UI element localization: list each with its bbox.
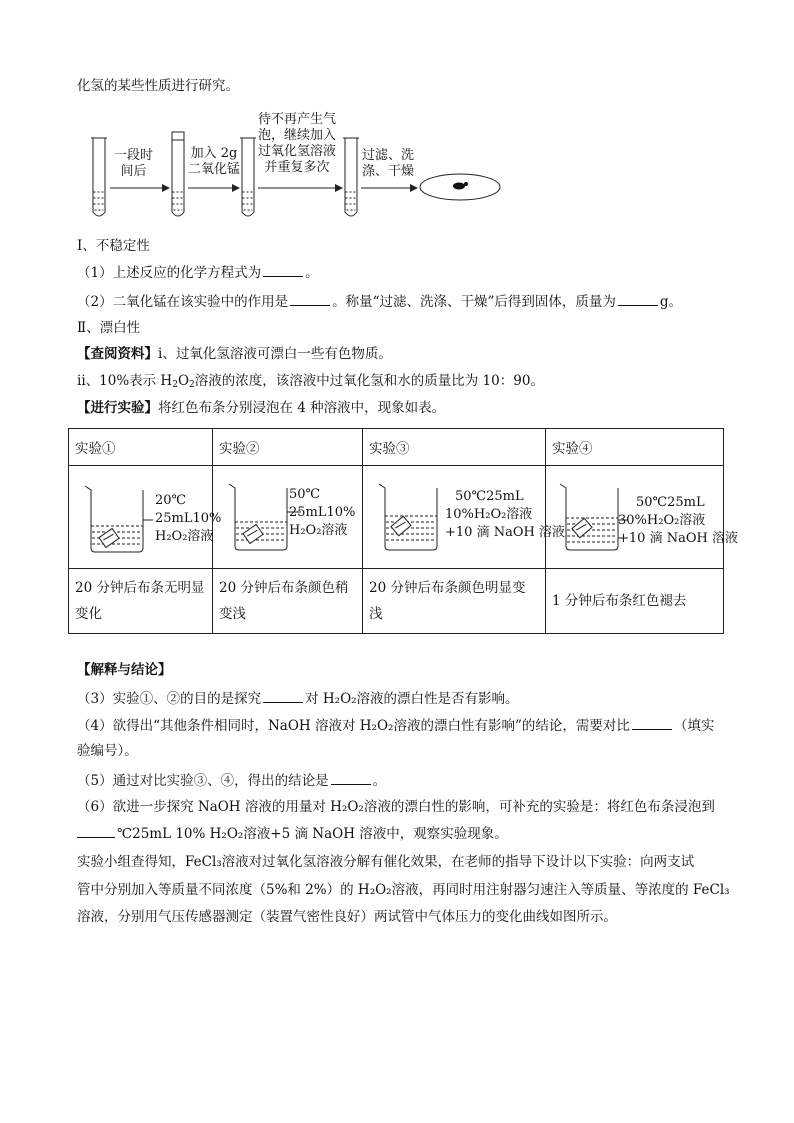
question-5 <box>77 770 386 791</box>
info-ii-part2: O <box>177 373 190 389</box>
info-line-i <box>77 344 392 364</box>
result-exp-4 <box>546 569 724 634</box>
beaker-cell-3 <box>363 466 565 569</box>
beaker-3-additive: +10 滴 NaOH 溶液 <box>445 525 565 540</box>
flow-step3-line2: 泡，继续加入 <box>258 128 337 143</box>
question-6-line2 <box>77 823 508 844</box>
q6-answer-blank[interactable] <box>77 823 115 838</box>
q4-text: （4）欲得出“其他条件相同时，NaOH 溶液对 H₂O₂溶液的漂白性有影响”的结论，需要对比 <box>77 718 630 734</box>
test-tube-3 <box>240 138 256 216</box>
q4-note: （填实 <box>673 718 715 734</box>
exp-title: 【进行实验】 <box>77 400 158 416</box>
flow-step4-line1: 过滤、洗 <box>362 148 415 163</box>
header-exp-4: 实验④ <box>546 429 724 466</box>
flow-diagram <box>80 108 520 228</box>
result-2-line2: 变浅 <box>219 606 246 622</box>
beaker-cell-1 <box>69 466 222 569</box>
question-3 <box>77 688 519 709</box>
info-i-text: i、过氧化氢溶液可漂白一些有色物质。 <box>158 346 392 362</box>
beaker-2-solution: H₂O₂溶液 <box>289 523 348 538</box>
q3-end: 对 H₂O₂溶液的漂白性是否有影响。 <box>305 691 519 707</box>
header-exp-1: 实验① <box>69 429 213 466</box>
result-exp-1 <box>69 569 213 634</box>
q4-answer-blank[interactable] <box>632 715 672 730</box>
result-exp-2 <box>213 569 363 634</box>
info-title: 【查阅资料】 <box>77 346 158 362</box>
question-4 <box>77 715 714 736</box>
q2-answer-blank-1[interactable] <box>290 291 330 306</box>
watch-glass-solid <box>420 174 500 200</box>
beaker-icon <box>81 480 161 560</box>
beaker-1-solution: H₂O₂溶液 <box>155 529 214 544</box>
header-exp-3: 实验③ <box>363 429 546 466</box>
result-2-line1: 20 分钟后布条颜色稍 <box>219 580 349 596</box>
beaker-3-solution: 10%H₂O₂溶液 <box>445 507 533 522</box>
q2-end: g。 <box>659 294 683 310</box>
beaker-4-solution: 30%H₂O₂溶液 <box>618 513 706 528</box>
experiment-intro <box>77 398 445 418</box>
q5-answer-blank[interactable] <box>331 770 371 785</box>
paragraph-line-1: 实验小组查得知，FeCl₃溶液对过氧化氢溶液分解有催化效果，在老师的指导下设计以下实验：向两支试 <box>77 854 695 870</box>
test-tube-1 <box>91 138 107 216</box>
q1-end: 。 <box>305 265 319 281</box>
paragraph-line-3: 溶液，分别用气压传感器测定（装置气密性良好）两试管中气体压力的变化曲线如图所示。 <box>77 909 617 925</box>
flow-step2 <box>188 146 240 178</box>
header-exp-2: 实验② <box>213 429 363 466</box>
result-4-line1: 1 分钟后布条红色褪去 <box>552 593 687 609</box>
flow-step3-line4: 并重复多次 <box>264 160 330 175</box>
test-tube-4 <box>343 138 359 216</box>
info-ii-part3: 溶液的浓度，该溶液中过氧化氢和水的质量比为 10：90。 <box>194 373 544 389</box>
result-3-line1: 20 分钟后布条颜色明显变 <box>369 580 526 596</box>
result-3-line2: 浅 <box>369 606 383 622</box>
exp-text: 将红色布条分别浸泡在 4 种溶液中，现象如表。 <box>158 400 446 416</box>
question-2 <box>77 291 682 312</box>
result-exp-3 <box>363 569 546 634</box>
table-beaker-row <box>69 466 724 569</box>
q5-text: （5）通过对比实验③、④，得出的结论是 <box>77 773 329 789</box>
beaker-2-temp: 50℃ <box>289 487 321 502</box>
table-result-row <box>69 569 724 634</box>
flow-step1-line2: 间后 <box>120 164 147 179</box>
beaker-4-additive: +10 滴 NaOH 溶液 <box>618 531 738 546</box>
conclusion-title: 【解释与结论】 <box>77 662 172 678</box>
info-ii-part1: ii、10%表示 H <box>77 373 173 389</box>
flow-step3-line3: 过氧化氢溶液 <box>258 144 337 159</box>
table-header-row <box>69 429 724 466</box>
beaker-3-temp-volume: 50℃25mL <box>455 489 524 504</box>
flow-step2-line1: 加入 2g <box>190 146 238 161</box>
beaker-icon <box>375 478 455 558</box>
flow-step4 <box>362 148 414 180</box>
result-1-line1: 20 分钟后布条无明显 <box>75 580 205 596</box>
experiment-table <box>68 428 738 634</box>
question-4-line2: 验编号）。 <box>77 743 138 759</box>
flow-step1-line1: 一段时 <box>114 148 154 163</box>
flow-step3-line1: 待不再产生气 <box>258 112 337 127</box>
section1-title: Ⅰ、不稳定性 <box>77 238 150 254</box>
info-line-ii: ii、10%表示 $H_2O_2$溶液的浓度，该溶液中过氧化氢和水的质量比为 10：90。 <box>77 373 544 390</box>
flow-step4-line2: 涤、干燥 <box>362 164 415 179</box>
question-6: （6）欲进一步探究 NaOH 溶液的用量对 H₂O₂溶液的漂白性的影响，可补充的实验是：将红色布条浸泡到 <box>77 799 715 815</box>
q3-text: （3）实验①、②的目的是探究 <box>77 691 262 707</box>
flow-step1 <box>114 148 153 180</box>
paragraph-line-2: 管中分别加入等质量不同浓度（5%和 2%）的 H₂O₂溶液，再同时用注射器匀速注入等质量、等浓度的 FeCl₃ <box>77 882 730 898</box>
flow-step2-line2: 二氧化锰 <box>188 162 241 177</box>
beaker-1-volume: 25mL10% <box>155 511 222 526</box>
beaker-2-volume: 25mL10% <box>289 505 356 520</box>
q2-answer-blank-2[interactable] <box>618 291 658 306</box>
q5-end: 。 <box>372 773 387 789</box>
flow-step3 <box>258 112 336 176</box>
q2-middle: 。称量“过滤、洗涤、干燥”后得到固体，质量为 <box>332 294 616 310</box>
q1-text: （1）上述反应的化学方程式为 <box>77 265 262 281</box>
beaker-cell-2 <box>213 466 363 569</box>
test-tube-2 <box>172 132 184 216</box>
section2-title: Ⅱ、漂白性 <box>77 320 141 336</box>
question-1 <box>77 262 319 283</box>
intro-line: 化氢的某些性质进行研究。 <box>77 78 239 94</box>
q3-answer-blank[interactable] <box>263 688 303 703</box>
beaker-1-temp: 20℃ <box>155 493 187 508</box>
q1-answer-blank[interactable] <box>263 262 303 277</box>
q6-text: ℃25mL 10% H₂O₂溶液+5 滴 NaOH 溶液中，观察实验现象。 <box>117 826 508 842</box>
q2-text: （2）二氧化锰在该实验中的作用是 <box>77 294 289 310</box>
beaker-4-temp-volume: 50℃25mL <box>636 495 705 510</box>
beaker-cell-4 <box>546 466 738 569</box>
result-1-line2: 变化 <box>75 606 102 622</box>
